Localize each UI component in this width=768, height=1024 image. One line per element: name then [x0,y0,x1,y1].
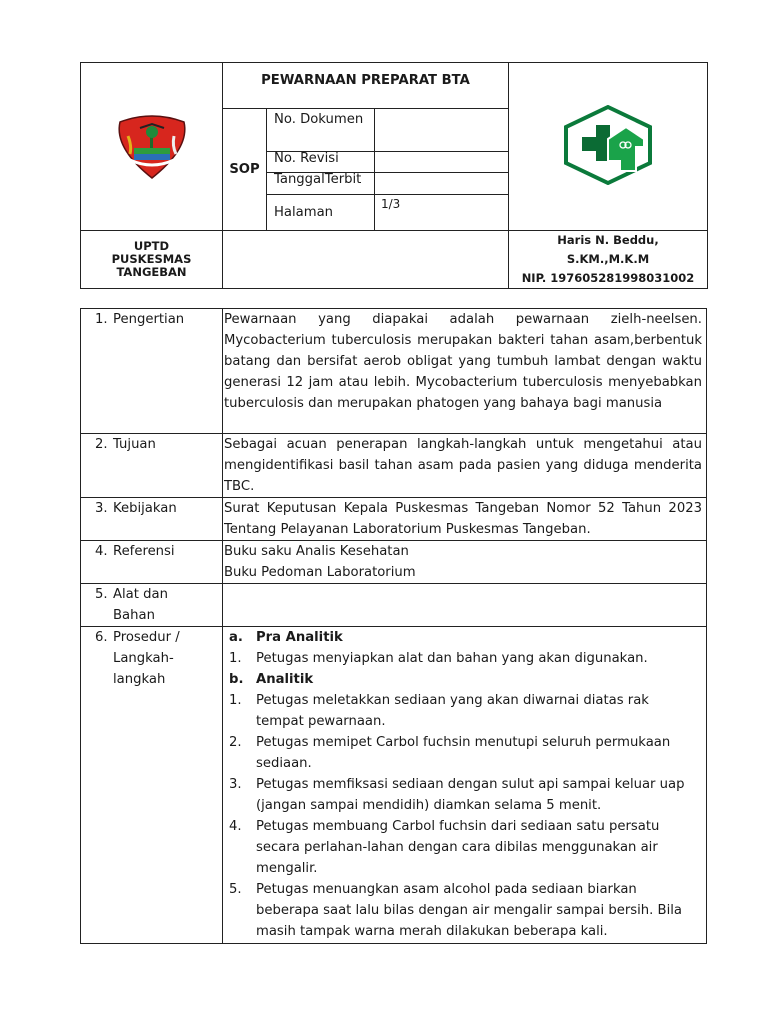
step-number: 2. [229,735,242,750]
section-label: Kebijakan [113,501,177,516]
section-number: 1. [95,312,108,327]
section-label-cont: Langkah- [113,651,174,666]
section-label: Pengertian [113,312,185,327]
organization-name: UPTD PUSKESMAS TANGEBAN [81,231,223,289]
document-title: PEWARNAAN PREPARAT BTA [223,63,509,109]
section-number: 3. [95,501,108,516]
step-text: Petugas membuang Carbol fuchsin dari sediaan satu persatu secara perlahan-lahan dengan cara dibilas menggunakan air mengalir. [256,819,660,876]
section-text-tujuan: Sebagai acuan penerapan langkah-langkah untuk mengetahui atau mengidentifikasi basil tahan asam pada pasien yang diduga menderita TBC. [223,434,707,498]
section-label-cont: langkah [113,672,166,687]
section-row [81,309,707,434]
field-value-no-revisi [375,152,509,173]
sop-body-table [80,308,707,944]
section-number: 2. [95,437,108,452]
heading-marker: b. [229,672,244,687]
sop-label: SOP [223,109,267,231]
section-row [81,584,707,627]
step-text: Petugas meletakkan sediaan yang akan diwarnai diatas rak tempat pewarnaan. [256,693,649,729]
heading-marker: a. [229,630,243,645]
section-number: 4. [95,544,108,559]
section-label: Tujuan [113,437,156,452]
section-number: 6. [95,630,108,645]
signer-degree: S.KM.,M.K.M [566,252,650,266]
heading-title: Pra Analitik [256,630,343,645]
reference-item: Buku Pedoman Laboratorium [224,565,416,580]
procedure-heading-pra [223,627,700,648]
section-number: 5. [95,587,108,602]
section-row [81,627,707,944]
step-number: 4. [229,819,242,834]
heading-title: Analitik [256,672,314,687]
procedure-step [223,879,700,942]
section-text-alat-bahan [223,584,707,627]
step-number: 5. [229,882,242,897]
puskesmas-logo-cell [509,63,708,231]
section-label: Referensi [113,544,175,559]
field-label-no-dokumen: No. Dokumen [267,109,375,152]
step-number: 1. [229,651,242,666]
section-label-cont: Bahan [113,608,155,623]
procedure-step [223,774,700,816]
step-text: Petugas menuangkan asam alcohol pada sediaan biarkan beberapa saat lalu bilas dengan air mengalir sampai bersih. Bila masih tampak warna merah dilakukan beberapa kali. [256,882,682,939]
regency-logo-cell [81,63,223,231]
step-number: 3. [229,777,242,792]
section-row [81,498,707,541]
field-label-no-revisi: No. Revisi [267,152,375,173]
puskesmas-logo-icon [562,105,654,185]
procedure-cell [223,627,707,944]
section-label: Alat dan [113,587,168,602]
sop-header-table [80,62,708,289]
section-text-kebijakan: Surat Keputusan Kepala Puskesmas Tangeban Nomor 52 Tahun 2023 Tentang Pelayanan Laboratorium Puskesmas Tangeban. [223,498,707,541]
section-label: Prosedur / [113,630,180,645]
regency-emblem-icon [112,110,192,180]
section-text-pengertian: Pewarnaan yang diapakai adalah pewarnaan zielh-neelsen. Mycobacterium tuberculosis merupakan bakteri tahan asam,berbentuk batang dan bersifat aerob obligat yang tumbuh lambat dengan waktu generasi 12 jam atau lebih. Mycobacterium tuberculosis menyebabkan tuberculosis dan merupakan phatogen yang bahaya bagi manusia [223,309,707,434]
signer-name: Haris N. Beddu, [557,233,659,247]
procedure-heading-analitik [223,669,700,690]
field-value-halaman: 1/3 [375,195,509,231]
section-row [81,434,707,498]
procedure-step [223,816,700,879]
step-text: Petugas menyiapkan alat dan bahan yang akan digunakan. [256,651,648,666]
blank-cell [223,231,509,289]
field-label-tanggal-terbit: TanggalTerbit [267,173,375,195]
field-value-tanggal-terbit [375,173,509,195]
section-row [81,541,707,584]
signer-block [509,231,708,289]
field-value-no-dokumen [375,109,509,152]
field-label-halaman: Halaman [267,195,375,231]
step-number: 1. [229,693,242,708]
step-text: Petugas memfiksasi sediaan dengan sulut api sampai keluar uap (jangan sampai mendidih) diamkan selama 5 menit. [256,777,685,813]
procedure-step [223,732,700,774]
procedure-step [223,648,700,669]
step-text: Petugas memipet Carbol fuchsin menutupi seluruh permukaan sediaan. [256,735,671,771]
procedure-step [223,690,700,732]
signer-nip: NIP. 197605281998031002 [521,271,695,285]
reference-item: Buku saku Analis Kesehatan [224,544,409,559]
